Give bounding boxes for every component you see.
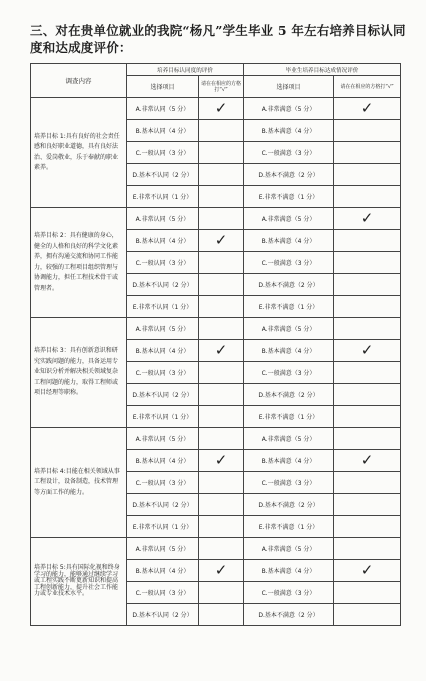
header-recognition-check: 请在在相应的方格打“√” [199, 76, 244, 98]
achievement-check-cell[interactable] [334, 472, 401, 494]
achievement-option: A.非常满意（5 分） [244, 98, 334, 120]
achievement-option: C.一般满意（3 分） [244, 252, 334, 274]
recognition-option: A.非常认同（5 分） [127, 538, 199, 560]
recognition-option: D.基本不认同（2 分） [127, 604, 199, 626]
achievement-option: A.非常满意（5 分） [244, 208, 334, 230]
recognition-option: B.基本认同（4 分） [127, 120, 199, 142]
achievement-check-cell[interactable] [334, 494, 401, 516]
survey-option-row [31, 98, 401, 120]
recognition-check-cell[interactable] [199, 472, 244, 494]
recognition-option: B.基本认同（4 分） [127, 560, 199, 582]
recognition-checkmark[interactable]: ✓ [199, 450, 244, 472]
achievement-checkmark[interactable]: ✓ [334, 98, 401, 120]
achievement-check-cell[interactable] [334, 582, 401, 604]
training-target-3: 培养目标 3：具有创新意识和研究实践问题的能力，具备运用专业知识分析并解决相关领域复杂工程问题的能力，取得工程师或项目经理等职称。 [31, 318, 127, 428]
achievement-option: C.一般满意（3 分） [244, 472, 334, 494]
recognition-check-cell[interactable] [199, 384, 244, 406]
recognition-check-cell[interactable] [199, 318, 244, 340]
recognition-check-cell[interactable] [199, 362, 244, 384]
achievement-check-cell[interactable] [334, 120, 401, 142]
recognition-option: E.非常不认同（1 分） [127, 296, 199, 318]
section-title: 三、对在贵单位就业的我院“杨凡”学生毕业 5 年左右培养目标认同度和达成度评价： [30, 23, 406, 55]
achievement-option: C.一般满意（3 分） [244, 582, 334, 604]
achievement-check-cell[interactable] [334, 296, 401, 318]
achievement-option: D.基本不满意（2 分） [244, 494, 334, 516]
achievement-option: B.基本满意（4 分） [244, 120, 334, 142]
achievement-option: A.非常满意（5 分） [244, 538, 334, 560]
header-recognition-group: 培养目标认同度的评价 [127, 64, 244, 76]
survey-body [31, 98, 401, 626]
recognition-checkmark[interactable]: ✓ [199, 340, 244, 362]
recognition-option: E.非常不认同（1 分） [127, 516, 199, 538]
achievement-option: E.非常不满意（1 分） [244, 296, 334, 318]
recognition-option: C.一般认同（3 分） [127, 472, 199, 494]
achievement-check-cell[interactable] [334, 516, 401, 538]
achievement-option: D.基本不满意（2 分） [244, 274, 334, 296]
achievement-option: D.基本不满意（2 分） [244, 384, 334, 406]
recognition-checkmark[interactable]: ✓ [199, 230, 244, 252]
recognition-check-cell[interactable] [199, 208, 244, 230]
recognition-checkmark[interactable]: ✓ [199, 560, 244, 582]
achievement-check-cell[interactable] [334, 142, 401, 164]
achievement-check-cell[interactable] [334, 186, 401, 208]
recognition-option: C.一般认同（3 分） [127, 362, 199, 384]
recognition-check-cell[interactable] [199, 164, 244, 186]
achievement-option: D.基本不满意（2 分） [244, 604, 334, 626]
survey-option-row [31, 318, 401, 340]
recognition-option: A.非常认同（5 分） [127, 98, 199, 120]
header-recognition-select: 选择项目 [127, 76, 199, 98]
recognition-check-cell[interactable] [199, 538, 244, 560]
header-survey-content: 调查内容 [31, 64, 127, 98]
recognition-option: D.基本不认同（2 分） [127, 274, 199, 296]
achievement-option: E.非常不满意（1 分） [244, 186, 334, 208]
achievement-option: D.基本不满意（2 分） [244, 164, 334, 186]
achievement-check-cell[interactable] [334, 230, 401, 252]
achievement-check-cell[interactable] [334, 538, 401, 560]
achievement-option: B.基本满意（4 分） [244, 560, 334, 582]
recognition-check-cell[interactable] [199, 142, 244, 164]
recognition-checkmark[interactable]: ✓ [199, 98, 244, 120]
achievement-check-cell[interactable] [334, 428, 401, 450]
recognition-option: D.基本不认同（2 分） [127, 494, 199, 516]
recognition-option: C.一般认同（3 分） [127, 252, 199, 274]
recognition-option: B.基本认同（4 分） [127, 340, 199, 362]
recognition-check-cell[interactable] [199, 120, 244, 142]
achievement-option: A.非常满意（5 分） [244, 428, 334, 450]
achievement-option: B.基本满意（4 分） [244, 230, 334, 252]
achievement-check-cell[interactable] [334, 362, 401, 384]
recognition-option: E.非常不认同（1 分） [127, 406, 199, 428]
recognition-option: C.一般认同（3 分） [127, 582, 199, 604]
achievement-check-cell[interactable] [334, 252, 401, 274]
achievement-check-cell[interactable] [334, 406, 401, 428]
recognition-check-cell[interactable] [199, 516, 244, 538]
training-target-1: 培养目标 1:具有良好的社会责任感和良好职业道德，具有良好法治、爱岗敬业，乐于奉献的职业素养。 [31, 98, 127, 208]
training-target-2: 培养目标 2：具有健康的身心，健全的人格和良好的科学文化素养，拥有沟通交流和协同工作能力，较强的工程项目组织管理与协调能力，担任工程技术骨干或管理者。 [31, 208, 127, 318]
achievement-option: E.非常不满意（1 分） [244, 516, 334, 538]
achievement-checkmark[interactable]: ✓ [334, 208, 401, 230]
survey-option-row [31, 208, 401, 230]
achievement-option: C.一般满意（3 分） [244, 362, 334, 384]
recognition-check-cell[interactable] [199, 494, 244, 516]
header-achievement-check: 请在在相应的方格打“√” [334, 76, 401, 98]
achievement-option: A.非常满意（5 分） [244, 318, 334, 340]
training-target-5: 培养目标 5:具有国际化视和终身学习的能力，能够通过继续学习或工程实践不断更新知识和提高工程创新能力，提升社会工作能力或专业技术水平。 [31, 538, 127, 626]
achievement-checkmark[interactable]: ✓ [334, 560, 401, 582]
recognition-check-cell[interactable] [199, 252, 244, 274]
achievement-checkmark[interactable]: ✓ [334, 450, 401, 472]
recognition-check-cell[interactable] [199, 406, 244, 428]
achievement-option: C.一般满意（3 分） [244, 142, 334, 164]
achievement-check-cell[interactable] [334, 318, 401, 340]
achievement-option: E.非常不满意（1 分） [244, 406, 334, 428]
achievement-check-cell[interactable] [334, 164, 401, 186]
survey-table [30, 63, 401, 626]
recognition-check-cell[interactable] [199, 274, 244, 296]
survey-option-row [31, 538, 401, 560]
achievement-checkmark[interactable]: ✓ [334, 340, 401, 362]
achievement-option: B.基本满意（4 分） [244, 450, 334, 472]
recognition-check-cell[interactable] [199, 428, 244, 450]
survey-option-row [31, 428, 401, 450]
header-achievement-group: 毕业生培养目标达成情况评价 [244, 64, 401, 76]
achievement-option: B.基本满意（4 分） [244, 340, 334, 362]
recognition-option: A.非常认同（5 分） [127, 318, 199, 340]
recognition-option: B.基本认同（4 分） [127, 230, 199, 252]
recognition-option: A.非常认同（5 分） [127, 208, 199, 230]
recognition-check-cell[interactable] [199, 186, 244, 208]
recognition-check-cell[interactable] [199, 604, 244, 626]
recognition-option: D.基本不认同（2 分） [127, 384, 199, 406]
recognition-option: A.非常认同（5 分） [127, 428, 199, 450]
header-achievement-select: 选择项目 [244, 76, 334, 98]
recognition-option: B.基本认同（4 分） [127, 450, 199, 472]
recognition-check-cell[interactable] [199, 296, 244, 318]
recognition-option: D.基本不认同（2 分） [127, 164, 199, 186]
achievement-check-cell[interactable] [334, 384, 401, 406]
training-target-4: 培养目标 4:目能在相关领域从事工程设计，设备制造，技术管理等方面工作的能力。 [31, 428, 127, 538]
achievement-check-cell[interactable] [334, 274, 401, 296]
achievement-check-cell[interactable] [334, 604, 401, 626]
recognition-option: E.非常不认同（1 分） [127, 186, 199, 208]
recognition-check-cell[interactable] [199, 582, 244, 604]
recognition-option: C.一般认同（3 分） [127, 142, 199, 164]
